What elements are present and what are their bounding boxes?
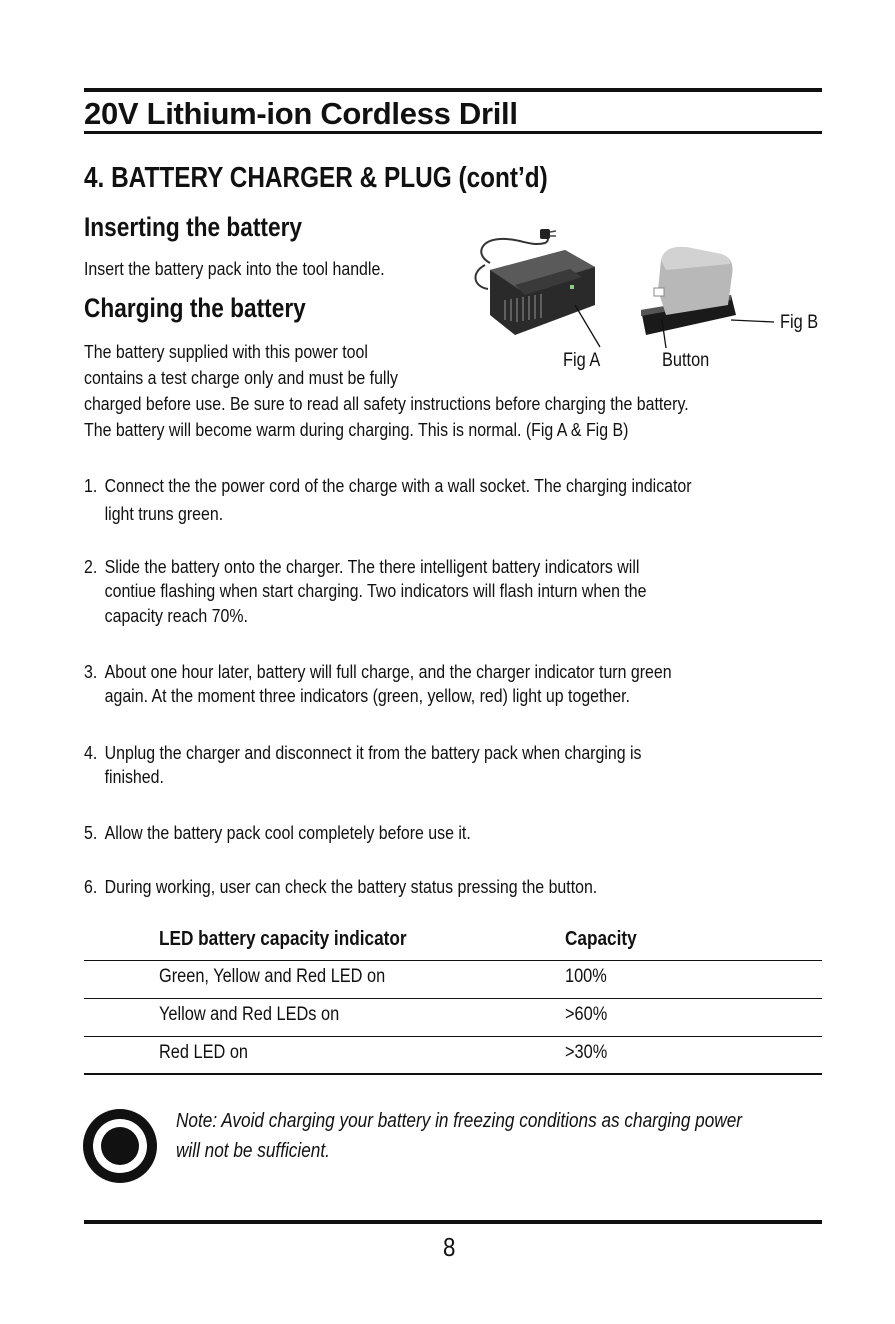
table-header-indicator: LED battery capacity indicator bbox=[159, 928, 407, 950]
step-4 bbox=[84, 741, 641, 789]
note-target-icon bbox=[82, 1108, 158, 1184]
step-text: During working, user can check the battery status pressing the button. bbox=[104, 876, 598, 897]
step-number: 2. bbox=[84, 556, 98, 577]
step-text: Slide the battery onto the charger. The there intelligent battery indicators will bbox=[104, 556, 640, 577]
step-text: contiue flashing when start charging. Two indicators will flash inturn when the bbox=[104, 580, 647, 601]
table-cell-capacity: >60% bbox=[565, 1004, 608, 1025]
table-rule bbox=[84, 960, 822, 961]
note-line: will not be sufficient. bbox=[176, 1140, 330, 1162]
step-2 bbox=[84, 555, 646, 628]
footer-rule bbox=[84, 1220, 822, 1224]
table-rule bbox=[84, 998, 822, 999]
step-text: Unplug the charger and disconnect it from the battery pack when charging is bbox=[104, 742, 642, 763]
page-number: 8 bbox=[443, 1232, 456, 1262]
step-number: 1. bbox=[84, 475, 98, 496]
table-cell-capacity: >30% bbox=[565, 1042, 608, 1063]
step-text: Allow the battery pack cool completely before use it. bbox=[104, 822, 471, 843]
step-3 bbox=[84, 660, 672, 708]
inserting-text: Insert the battery pack into the tool handle. bbox=[84, 258, 385, 279]
fig-b-label: Fig B bbox=[780, 312, 819, 333]
charger-figure-a bbox=[470, 225, 620, 350]
indicator-button-icon bbox=[654, 288, 664, 296]
note-text bbox=[176, 1106, 742, 1166]
step-5 bbox=[84, 821, 471, 845]
table-cell-capacity: 100% bbox=[565, 966, 607, 987]
charging-line: The battery supplied with this power tool bbox=[84, 341, 368, 362]
header-bottom-rule bbox=[84, 131, 822, 134]
step-text: Connect the the power cord of the charge with a wall socket. The charging indicator bbox=[104, 475, 692, 496]
table-rule bbox=[84, 1036, 822, 1037]
table-cell-indicator: Green, Yellow and Red LED on bbox=[159, 966, 386, 987]
table-cell-indicator: Yellow and Red LEDs on bbox=[159, 1004, 340, 1025]
step-number: 4. bbox=[84, 742, 98, 763]
step-text: light truns green. bbox=[104, 503, 224, 524]
step-1 bbox=[84, 474, 692, 526]
step-number: 6. bbox=[84, 876, 98, 897]
table-header-capacity: Capacity bbox=[565, 928, 637, 950]
header-top-rule bbox=[84, 88, 822, 92]
table-rule bbox=[84, 1073, 822, 1075]
plug-icon bbox=[540, 229, 550, 239]
button-label: Button bbox=[662, 350, 710, 371]
step-text: finished. bbox=[104, 766, 164, 787]
inserting-heading: Inserting the battery bbox=[84, 212, 303, 242]
step-text: capacity reach 70%. bbox=[104, 605, 248, 626]
charging-heading: Charging the battery bbox=[84, 293, 306, 323]
note-line: Note: Avoid charging your battery in freezing conditions as charging power bbox=[176, 1110, 743, 1132]
step-number: 3. bbox=[84, 661, 98, 682]
charging-line: charged before use. Be sure to read all safety instructions before charging the battery. bbox=[84, 393, 689, 414]
table-cell-indicator: Red LED on bbox=[159, 1042, 249, 1063]
step-6 bbox=[84, 875, 597, 899]
step-text: About one hour later, battery will full charge, and the charger indicator turn green bbox=[104, 661, 672, 682]
document-title: 20V Lithium-ion Cordless Drill bbox=[84, 96, 518, 131]
step-number: 5. bbox=[84, 822, 98, 843]
battery-on-charger-figure-b bbox=[636, 240, 776, 350]
section-title: 4. BATTERY CHARGER & PLUG (cont’d) bbox=[84, 162, 548, 194]
step-text: again. At the moment three indicators (green, yellow, red) light up together. bbox=[104, 685, 630, 706]
charging-line: The battery will become warm during charging. This is normal. (Fig A & Fig B) bbox=[84, 419, 629, 440]
fig-a-label: Fig A bbox=[563, 350, 601, 371]
charging-line: contains a test charge only and must be fully bbox=[84, 367, 398, 388]
